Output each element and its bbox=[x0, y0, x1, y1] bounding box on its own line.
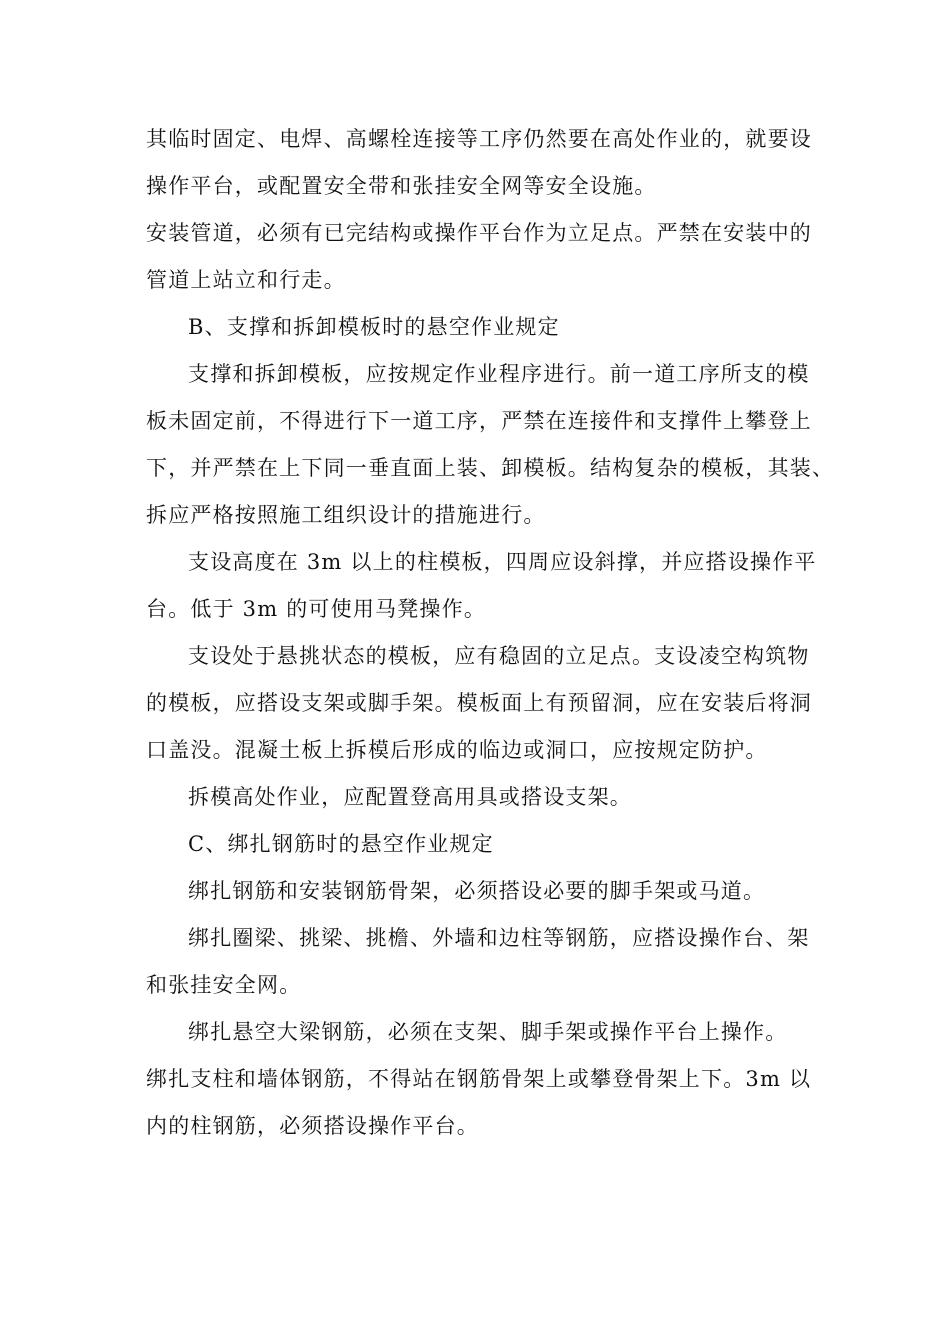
paragraph-line: 支设处于悬挑状态的模板，应有稳固的立足点。支设凌空构筑物 bbox=[188, 644, 810, 668]
paragraph-line: 下，并严禁在上下同一垂直面上装、卸模板。结构复杂的模板，其装、 bbox=[146, 456, 835, 480]
paragraph-line: 台。低于 3m 的可使用马凳操作。 bbox=[146, 597, 487, 621]
paragraph-line: 安装管道，必须有已完结构或操作平台作为立足点。严禁在安装中的 bbox=[146, 221, 812, 245]
paragraph-line: 管道上站立和行走。 bbox=[146, 268, 346, 292]
paragraph-line: 绑扎悬空大梁钢筋，必须在支架、脚手架或操作平台上操作。 bbox=[188, 1020, 788, 1044]
document-body bbox=[146, 116, 835, 1150]
paragraph-line: 口盖没。混凝土板上拆模后形成的临边或洞口，应按规定防护。 bbox=[146, 738, 768, 762]
paragraph-line: 其临时固定、电焊、高螺栓连接等工序仍然要在高处作业的，就要设 bbox=[146, 127, 812, 151]
section-heading: B、支撑和拆卸模板时的悬空作业规定 bbox=[188, 315, 560, 339]
paragraph-line: 拆应严格按照施工组织设计的措施进行。 bbox=[146, 503, 546, 527]
paragraph-line: 内的柱钢筋，必须搭设操作平台。 bbox=[146, 1114, 479, 1138]
section-heading: C、绑扎钢筋时的悬空作业规定 bbox=[188, 832, 494, 856]
paragraph-line: 拆模高处作业，应配置登高用具或搭设支架。 bbox=[188, 785, 632, 809]
paragraph-line: 操作平台，或配置安全带和张挂安全网等安全设施。 bbox=[146, 174, 657, 198]
paragraph-line: 绑扎钢筋和安装钢筋骨架，必须搭设必要的脚手架或马道。 bbox=[188, 879, 766, 903]
paragraph-line: 绑扎圈梁、挑梁、挑檐、外墙和边柱等钢筋，应搭设操作台、架 bbox=[188, 926, 810, 950]
paragraph-line: 板未固定前，不得进行下一道工序，严禁在连接件和支撑件上攀登上 bbox=[146, 409, 812, 433]
paragraph-line: 支设高度在 3m 以上的柱模板，四周应设斜撑，并应搭设操作平 bbox=[188, 550, 817, 574]
paragraph-line: 的模板，应搭设支架或脚手架。模板面上有预留洞，应在安装后将洞 bbox=[146, 691, 812, 715]
paragraph-line: 支撑和拆卸模板，应按规定作业程序进行。前一道工序所支的模 bbox=[188, 362, 810, 386]
paragraph-line: 和张挂安全网。 bbox=[146, 973, 302, 997]
paragraph-line: 绑扎支柱和墙体钢筋，不得站在钢筋骨架上或攀登骨架上下。3m 以 bbox=[146, 1067, 812, 1091]
